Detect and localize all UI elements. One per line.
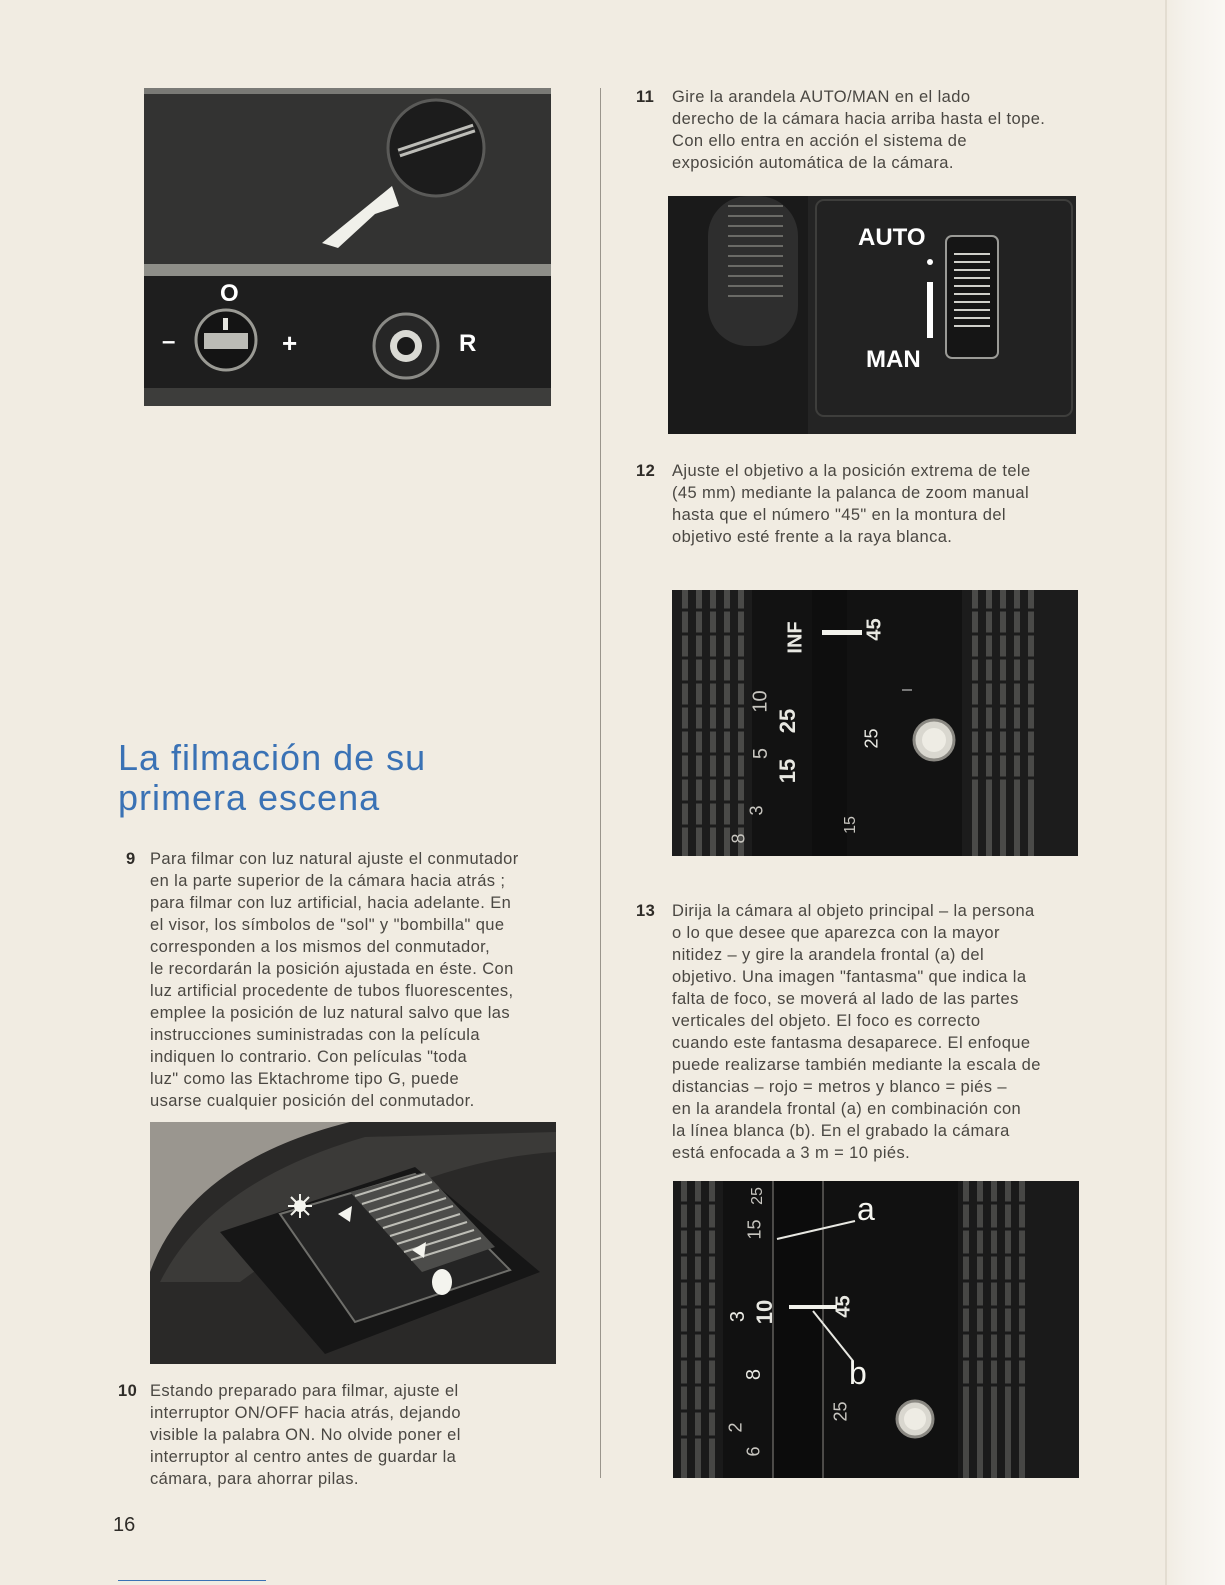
text-line: en la parte superior de la cámara hacia atrás ; (150, 872, 506, 890)
step-text (672, 900, 1086, 1164)
page-edge (1163, 0, 1225, 1585)
bottom-rule (118, 1580, 266, 1581)
page-number: 16 (113, 1514, 136, 1536)
lens-45-label: 45 (832, 1295, 855, 1318)
text-line: el visor, los símbolos de "sol" y "bombilla" que (150, 916, 505, 934)
step-10 (118, 1380, 558, 1490)
step-number: 9 (126, 850, 136, 868)
text-line: distancias – rojo = metros y blanco = piés – (672, 1078, 1007, 1096)
auto-label: AUTO (858, 224, 926, 251)
text-line: Dirija la cámara al objeto principal – la persona (672, 902, 1035, 920)
lens-25-top-label: 25 (748, 1187, 766, 1205)
text-line: (45 mm) mediante la palanca de zoom manual (672, 484, 1030, 502)
lens-10-label: 10 (749, 690, 772, 713)
text-line: nitidez – y gire la arandela frontal (a) del (672, 946, 985, 964)
section-heading (118, 738, 426, 818)
text-line: objetivo. Una imagen "fantasma" que indica la (672, 968, 1027, 986)
page-fold (1165, 0, 1167, 1585)
lens-8-label: 8 (743, 1368, 766, 1381)
dial-label-plus: + (282, 328, 298, 358)
label-b: b (849, 1355, 867, 1391)
step-number: 13 (636, 902, 656, 920)
lens-8-label: 8 (728, 833, 749, 844)
lens-25-label: 25 (775, 708, 801, 734)
column-divider (600, 88, 601, 1478)
lens-10-label: 10 (752, 1299, 778, 1325)
lens-45-label: 45 (863, 618, 886, 641)
photo-lens-focus (673, 1181, 1079, 1478)
lens-3-label: 3 (746, 805, 767, 816)
dial-label-minus: – (162, 328, 176, 355)
text-line: Gire la arandela AUTO/MAN en el lado (672, 88, 971, 106)
step-number: 12 (636, 462, 656, 480)
lens-15-label: 15 (744, 1219, 765, 1240)
text-line: Para filmar con luz natural ajuste el conmutador (150, 850, 519, 868)
text-line: visible la palabra ON. No olvide poner el (150, 1426, 461, 1444)
text-line: puede realizarse también mediante la escala de (672, 1056, 1041, 1074)
text-line: le recordarán la posición ajustada en éste. Con (150, 960, 514, 978)
text-line: exposición automática de la cámara. (672, 154, 954, 172)
text-line: indiquen lo contrario. Con películas "toda (150, 1048, 468, 1066)
step-number: 10 (118, 1382, 138, 1400)
lens-6-label: 6 (743, 1446, 764, 1457)
lens-2-label: 2 (725, 1422, 746, 1433)
text-line: derecho de la cámara hacia arriba hasta el tope. (672, 110, 1046, 128)
text-line: la línea blanca (b). En el grabado la cámara (672, 1122, 1010, 1140)
text-line: cuando este fantasma desaparece. El enfoque (672, 1034, 1031, 1052)
text-line: emplee la posición de luz natural salvo que las (150, 1004, 511, 1022)
step-text (150, 1380, 558, 1490)
photo-auto-man-switch (668, 196, 1076, 434)
step-text (150, 848, 566, 1112)
lens-inf-label: INF (784, 621, 807, 654)
text-line: interruptor al centro antes de guardar la (150, 1448, 457, 1466)
heading-line-1: La filmación de su (118, 737, 427, 778)
text-line: corresponden a los mismos del conmutador, (150, 938, 491, 956)
text-line: o lo que desee que aparezca con la mayor (672, 924, 1000, 942)
text-line: Estando preparado para filmar, ajuste el (150, 1382, 459, 1400)
photo-exposure-dial (144, 88, 551, 406)
lens-3-label: 3 (727, 1310, 750, 1323)
step-number: 11 (636, 88, 655, 106)
text-line: objetivo esté frente a la raya blanca. (672, 528, 953, 546)
text-line: en la arandela frontal (a) en combinación con (672, 1100, 1022, 1118)
lens-25-label: 25 (830, 1401, 851, 1422)
step-text (672, 460, 1086, 548)
heading-line-2: primera escena (118, 777, 381, 818)
text-line: para filmar con luz artificial, hacia adelante. En (150, 894, 512, 912)
lens-25b-label: 25 (861, 728, 882, 749)
step-9 (126, 848, 566, 1112)
socket-label-r: R (459, 330, 477, 357)
photo-light-switch (150, 1122, 556, 1364)
step-text (672, 86, 1086, 174)
text-line: instrucciones suministradas con la película (150, 1026, 480, 1044)
text-line: Con ello entra en acción el sistema de (672, 132, 967, 150)
text-line: está enfocada a 3 m = 10 piés. (672, 1144, 911, 1162)
text-line: Ajuste el objetivo a la posición extrema de tele (672, 462, 1031, 480)
label-a: a (857, 1191, 875, 1227)
text-line: cámara, para ahorrar pilas. (150, 1470, 359, 1488)
text-line: luz" como las Ektachrome tipo G, puede (150, 1070, 460, 1088)
text-line: hasta que el número "45" en la montura del (672, 506, 1006, 524)
text-line: interruptor ON/OFF hacia atrás, dejando (150, 1404, 461, 1422)
text-line: luz artificial procedente de tubos fluorescentes, (150, 982, 514, 1000)
photo-lens-tele (672, 590, 1078, 856)
step-12 (636, 460, 1086, 548)
step-11 (636, 86, 1086, 174)
step-13 (636, 900, 1086, 1164)
lens-5-label: 5 (750, 747, 773, 760)
man-label: MAN (866, 346, 921, 373)
dial-label-o: O (220, 280, 239, 307)
lens-15-label: 15 (775, 758, 801, 784)
text-line: falta de foco, se moverá al lado de las partes (672, 990, 1019, 1008)
text-line: usarse cualquier posición del conmutador. (150, 1092, 475, 1110)
text-line: verticales del objeto. El foco es correcto (672, 1012, 981, 1030)
lens-15b-label: 15 (841, 816, 859, 834)
